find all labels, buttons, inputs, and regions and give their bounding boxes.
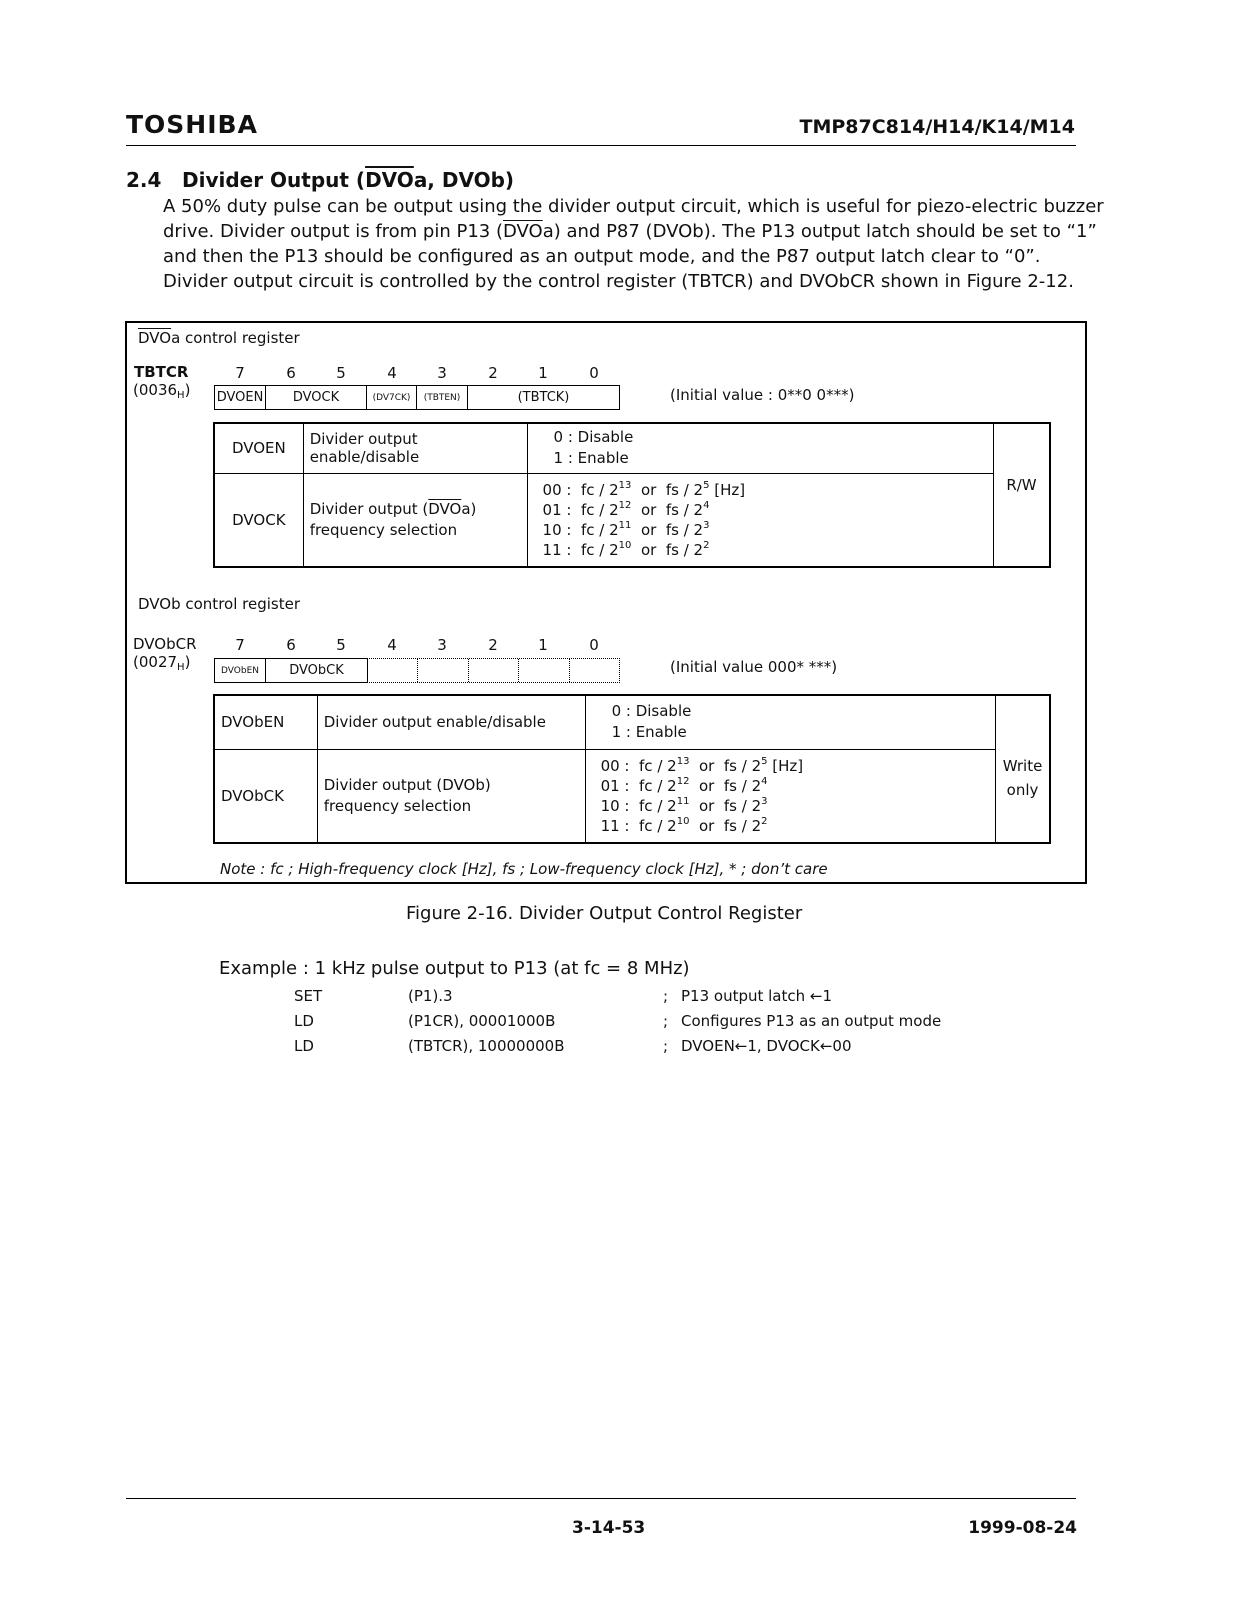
footer-rule [126,1498,1076,1499]
example-comment: Configures P13 as an output mode [681,1012,942,1030]
reg-a-access: R/W [993,423,1050,567]
brand-logo: TOSHIBA [126,110,258,139]
field-dvoen: DVOEN [215,386,266,409]
reg-b-bitfield [214,658,368,683]
example-op: LD [294,1012,314,1030]
reg-b-ck-name: DVObCK [214,749,317,843]
example-arg: (TBTCR), 10000000B [408,1037,565,1055]
field-dvobck: DVObCK [289,663,344,678]
reg-b-freq-list [585,749,996,843]
example-comment: P13 output latch ←1 [681,987,833,1005]
bit-number: 1 [538,364,548,382]
freq-row: 00 : fc / $2^{13}$ or fs / $2^5$ [Hz] [542,479,746,499]
section-title: Divider Output ($\overline{DVO}a$, DVOb) [182,168,515,192]
reg-b-unused-bits [367,658,620,683]
reg-a-address: $(0036_H)$ [133,381,191,401]
reg-b-address: $(0027_H)$ [133,653,191,673]
example-semicolon: ; [663,987,669,1005]
example-semicolon: ; [663,1037,669,1055]
example-title: Example : 1 kHz pulse output to P13 (at fc = 8 MHz) [219,958,690,979]
bit-number: 6 [286,364,296,382]
bit-number: 0 [589,636,599,654]
field-dvoben: DVObEN [215,659,266,682]
header-rule [126,145,1076,146]
reg-a-table [213,422,1051,568]
section-number: 2.4 [126,168,162,192]
field-dvock: DVOCK [266,386,367,409]
reg-a-en-name: DVOEN [214,423,303,473]
reg-b-ck-desc: Divider output (DVOb) frequency selection [317,749,585,843]
bit-number: 7 [235,636,245,654]
para-line: A 50% duty pulse can be output using the divider output circuit, which is useful for piezo-electric buzzer [163,196,1104,217]
example-semicolon: ; [663,1012,669,1030]
example-op: SET [294,987,323,1005]
field-tbtck: (TBTCK) [517,390,570,405]
example-arg: (P1).3 [408,987,453,1005]
reg-a-freq-list [527,473,993,567]
para-line: drive. Divider output is from pin P13 $(\overline{DVO}a)$ and P87 (DVOb). The P13 output latch should be set to “1” [163,221,1097,242]
bit-number: 2 [488,636,498,654]
bit-number: 3 [437,636,447,654]
bit-number: 4 [387,636,397,654]
reg-b-en-desc: Divider output enable/disable [317,695,585,749]
reg-a-heading: $\overline{DVO}a$ control register [138,329,300,347]
reg-a-en-desc: Divider output enable/disable [303,423,527,473]
bit-number: 1 [538,636,548,654]
bit-number: 5 [336,364,346,382]
example-arg: (P1CR), 00001000B [408,1012,556,1030]
reg-b-name: DVObCR [133,635,197,653]
bit-number: 7 [235,364,245,382]
reg-b-table [213,694,1051,844]
field-dv7ck: (DV7CK) [367,386,417,409]
reg-a-bitfield [214,385,620,410]
bit-number: 5 [336,636,346,654]
figure-note: Note : fc ; High-frequency clock [Hz], fs ; Low-frequency clock [Hz], * ; don’t care [220,860,828,878]
example-comment: DVOEN←1, DVOCK←00 [681,1037,852,1055]
reg-a-initial-value: (Initial value : 0**0 0***) [670,386,855,404]
reg-a-en-values: 0 : Disable 1 : Enable [527,423,993,473]
reg-a-ck-desc: Divider output $(\overline{DVO}a)$ frequency selection [303,473,527,567]
freq-row: 11 : fc / $2^{10}$ or fs / $2^2$ [542,539,710,559]
reg-b-en-values: 0 : Disable 1 : Enable [585,695,996,749]
page-number: 3-14-53 [572,1518,646,1538]
reg-a-name: TBTCR [134,363,189,381]
bit-number: 4 [387,364,397,382]
model-number: TMP87C814/H14/K14/M14 [799,116,1075,138]
reg-a-ck-name: DVOCK [214,473,303,567]
para-line: Divider output circuit is controlled by the control register (TBTCR) and DVObCR shown in Figure 2-12. [163,271,1074,292]
field-tbten: (TBTEN) [417,386,468,409]
example-op: LD [294,1037,314,1055]
freq-row: 11 : fc / $2^{10}$ or fs / $2^2$ [600,815,768,835]
reg-b-access: Write only [996,695,1050,843]
reg-b-initial-value: (Initial value 000* ***) [670,658,838,676]
freq-row: 01 : fc / $2^{12}$ or fs / $2^4$ [600,775,768,795]
reg-b-heading: DVOb control register [138,595,300,613]
figure-caption: Figure 2-16. Divider Output Control Register [406,903,803,924]
freq-row: 01 : fc / $2^{12}$ or fs / $2^4$ [542,499,710,519]
para-line: and then the P13 should be configured as an output mode, and the P87 output latch clear to “0”. [163,246,1041,267]
reg-b-en-name: DVObEN [214,695,317,749]
document-date: 1999-08-24 [968,1518,1077,1538]
bit-number: 0 [589,364,599,382]
section-paragraph [163,194,1104,294]
bit-number: 3 [437,364,447,382]
bit-number: 2 [488,364,498,382]
bit-number: 6 [286,636,296,654]
freq-row: 10 : fc / $2^{11}$ or fs / $2^3$ [542,519,710,539]
freq-row: 00 : fc / $2^{13}$ or fs / $2^5$ [Hz] [600,755,804,775]
freq-row: 10 : fc / $2^{11}$ or fs / $2^3$ [600,795,768,815]
